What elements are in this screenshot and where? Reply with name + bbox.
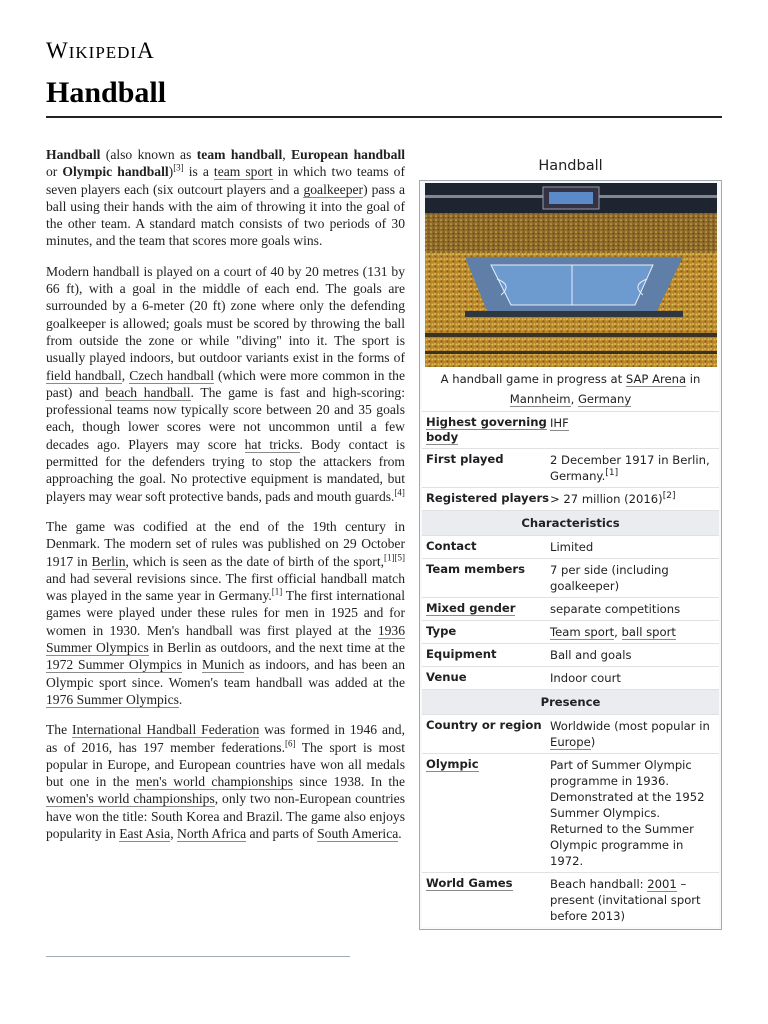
text-run: in xyxy=(181,657,202,673)
wiki-link[interactable]: hat tricks xyxy=(244,436,300,452)
wiki-link[interactable]: goalkeeper xyxy=(303,181,364,197)
wiki-link[interactable]: field handball xyxy=(46,367,122,383)
infobox-value xyxy=(550,491,715,507)
text-run: and had several revisions since. The first official handball match was played in the same year in Germany. xyxy=(46,570,405,604)
infobox-row xyxy=(422,487,719,510)
text-run: The sport is most popular in Europe, and European countries have won all medals but one in the xyxy=(46,739,405,790)
text-run: . The game is fast and high-scoring: professional teams now typically score between 20 and 35 goals each, though lower scores were not uncommon until a few decades ago. Players may score xyxy=(46,384,405,452)
text-run: Modern handball is played on a court of 40 by 20 metres (131 by 66 ft), with a goal in the middle of each end. The goals are surrounded by a 6-meter (20 ft) zone where only the defending goalkeeper is allowed; goals must be scored by throwing the ball from outside the zone or while "diving" into it. The sport is usually played indoors, but outdoor variants exist in the forms of xyxy=(46,263,405,366)
wiki-link[interactable]: 1972 Summer Olympics xyxy=(46,657,182,673)
section-presence: Presence xyxy=(422,689,719,714)
text-run: Part of Summer Olympic programme in 1936. Demonstrated at the 1952 Summer Olympics. Returned to the Summer Olympic programme in 1972. xyxy=(550,758,705,868)
infobox-label xyxy=(426,670,550,686)
arena-photo[interactable] xyxy=(425,183,717,367)
infobox-value xyxy=(550,757,715,869)
infobox-label-text[interactable]: Olympic xyxy=(426,757,479,771)
infobox-label-text: Team members xyxy=(426,562,525,576)
infobox-label-text[interactable]: World Games xyxy=(426,876,513,890)
title-divider xyxy=(46,116,722,118)
text-run: Beach handball: xyxy=(550,877,648,891)
infobox-value xyxy=(550,539,715,555)
text-run: Limited xyxy=(550,540,594,554)
text-run: as indoors, and has been an Olympic sport since. Women's team handball was added at the xyxy=(46,657,405,690)
text-run: – present (invitational sport before 2013) xyxy=(550,877,701,923)
infobox-label[interactable] xyxy=(426,876,550,924)
infobox-row xyxy=(422,643,719,666)
text-run: and parts of xyxy=(246,825,318,841)
text-run: , only two non-European countries have won the title: South Korea and Brazil. The game also enjoys popularity in xyxy=(46,791,406,841)
wiki-link[interactable]: Czech handball xyxy=(129,367,214,383)
infobox-row xyxy=(422,666,719,689)
wiki-link[interactable]: team sport xyxy=(213,164,273,180)
infobox-label[interactable] xyxy=(426,601,550,617)
infobox-value xyxy=(550,718,715,750)
wordmark-w: W xyxy=(46,38,69,63)
infobox-value xyxy=(550,876,715,924)
text-run: , xyxy=(614,625,622,639)
text-run: (which were more common in the past) and xyxy=(46,367,406,400)
paragraph-federation xyxy=(46,721,405,842)
text-run: 7 per side (including goalkeeper) xyxy=(550,563,669,593)
infobox-row xyxy=(422,620,719,643)
infobox-label xyxy=(426,539,550,555)
wiki-link[interactable]: ball sport xyxy=(621,625,676,639)
text-run: was formed in 1946 and, as of 2016, has 197 member federations. xyxy=(46,722,405,755)
wiki-link[interactable]: East Asia xyxy=(119,825,171,841)
paragraph-intro xyxy=(46,146,405,250)
infobox-label xyxy=(426,624,550,640)
wiki-link[interactable]: men's world championships xyxy=(135,774,293,790)
bold-term: Handball xyxy=(46,147,101,162)
infobox-label xyxy=(426,491,550,507)
infobox-label[interactable] xyxy=(426,415,550,445)
infobox-caption xyxy=(422,367,719,411)
text-run: > 27 million (2016) xyxy=(550,492,663,506)
wiki-link[interactable]: Berlin xyxy=(91,553,126,569)
infobox-label xyxy=(426,718,550,750)
footnote-divider xyxy=(46,956,350,957)
wikipedia-wordmark[interactable] xyxy=(46,38,155,64)
infobox-value xyxy=(550,647,715,663)
wiki-link[interactable]: Team sport xyxy=(550,625,615,639)
text-run: Indoor court xyxy=(550,671,621,685)
text-run: since 1938. In the xyxy=(292,774,405,790)
text-run: A handball game in progress at xyxy=(440,372,626,386)
wiki-link[interactable]: Munich xyxy=(202,657,245,673)
infobox-row xyxy=(422,411,719,448)
infobox-label-text: Venue xyxy=(426,670,467,684)
infobox-label-text: Country or region xyxy=(426,718,542,732)
paragraph-rules xyxy=(46,263,405,505)
text-run: , xyxy=(570,392,578,406)
text-run: separate competitions xyxy=(550,602,681,616)
infobox-value xyxy=(550,624,715,640)
text-run: . Body contact is permitted for the defenders trying to stop the attackers from approaching the goal. No protective equipment is mandated, but players may wear soft protective bands, pads and mouth guards. xyxy=(46,436,405,504)
text-run: ) xyxy=(168,164,174,180)
text-run: Ball and goals xyxy=(550,648,632,662)
text-run: in Berlin as outdoors, and the next time at the xyxy=(148,640,405,656)
infobox-rows-presence xyxy=(422,714,719,927)
citation-ref[interactable]: [6] xyxy=(284,737,296,748)
infobox-row xyxy=(422,535,719,558)
paragraph-history xyxy=(46,518,405,708)
text-run: , which is seen as the date of birth of the sport, xyxy=(125,553,385,569)
wiki-link[interactable]: International Handball Federation xyxy=(72,722,260,738)
infobox-row xyxy=(422,448,719,487)
wiki-link[interactable]: women's world championships xyxy=(46,791,215,807)
wordmark-a: A xyxy=(137,38,155,63)
citation-ref[interactable]: [3] xyxy=(173,162,184,173)
page-title: Handball xyxy=(46,76,167,109)
wiki-link[interactable]: Germany xyxy=(577,392,632,406)
citation-ref[interactable]: [1][5] xyxy=(384,552,406,562)
text-run: (also known as xyxy=(100,147,197,162)
section-characteristics: Characteristics xyxy=(422,510,719,535)
bold-term: Olympic handball xyxy=(62,164,169,180)
text-run: in which two teams of seven players each (six outcourt players and a xyxy=(46,164,405,197)
text-run: . xyxy=(398,825,402,841)
infobox-label xyxy=(426,647,550,663)
infobox-row xyxy=(422,714,719,753)
infobox-row xyxy=(422,753,719,872)
text-run: ) xyxy=(590,735,596,749)
text-run: Worldwide (most popular in xyxy=(550,719,710,733)
infobox-rows-characteristics xyxy=(422,535,719,689)
text-run: ) pass a ball using their hands with the aim of throwing it into the goal of the other team. A standard match consists of two periods of 30 minutes, and the team that scores more goals wins. xyxy=(46,181,405,249)
wiki-link[interactable]: Mannheim xyxy=(509,392,571,406)
infobox-value xyxy=(550,452,715,484)
bold-term: European handball xyxy=(291,147,406,162)
bold-term: team handball xyxy=(196,147,283,162)
text-run: in xyxy=(686,372,701,386)
infobox-value xyxy=(550,562,715,594)
citation-ref[interactable]: [1] xyxy=(605,468,619,479)
wiki-link[interactable]: North Africa xyxy=(177,825,247,841)
infobox-label-text[interactable]: Highest governing body xyxy=(426,415,547,444)
infobox-label xyxy=(426,562,550,594)
infobox-row xyxy=(422,558,719,597)
infobox-value xyxy=(550,670,715,686)
infobox-value xyxy=(550,601,715,617)
wiki-link[interactable]: 1936 Summer Olympics xyxy=(46,622,405,656)
text-run: 2 December 1917 in Berlin, Germany. xyxy=(550,453,710,483)
wiki-link[interactable]: SAP Arena xyxy=(625,372,687,386)
text-run: or xyxy=(46,164,63,180)
citation-ref[interactable]: [2] xyxy=(662,491,676,502)
text-run: The first international games were played under these rules for men in 1925 and for women in 1930. Men's handball was first played at the xyxy=(46,588,405,638)
text-run: The game was codified at the end of the 19th century in Denmark. The modern set of rules was published on 29 October 1917 in xyxy=(46,518,405,569)
infobox-label[interactable] xyxy=(426,757,550,869)
citation-ref[interactable]: [4] xyxy=(394,487,405,498)
wiki-link[interactable]: IHF xyxy=(550,416,569,430)
infobox-label-text[interactable]: Mixed gender xyxy=(426,601,516,615)
infobox-rows-general xyxy=(422,411,719,510)
wordmark-rest: IKIPEDI xyxy=(68,43,138,62)
infobox-title: Handball xyxy=(538,158,603,174)
text-run: , xyxy=(170,825,178,841)
infobox xyxy=(419,152,722,930)
text-run: . xyxy=(178,691,183,707)
infobox-row xyxy=(422,597,719,620)
infobox-row xyxy=(422,872,719,927)
wiki-link[interactable]: South America xyxy=(317,825,399,841)
infobox-label-text: Equipment xyxy=(426,647,497,661)
infobox-frame xyxy=(419,180,722,930)
text-run: The xyxy=(46,722,73,738)
infobox-label-text: First played xyxy=(426,452,504,466)
infobox-label xyxy=(426,452,550,484)
text-run: , xyxy=(282,147,292,162)
article-body xyxy=(46,146,405,855)
infobox-label-text: Registered players xyxy=(426,491,550,505)
wiki-link[interactable]: beach handball xyxy=(105,384,191,400)
infobox-label-text: Contact xyxy=(426,539,477,553)
text-run: is a xyxy=(183,164,214,180)
citation-ref[interactable]: [1] xyxy=(271,586,283,597)
wiki-link[interactable]: 2001 xyxy=(647,877,677,891)
text-run: , xyxy=(121,367,130,383)
infobox-value xyxy=(550,415,715,445)
wiki-link[interactable]: Europe xyxy=(550,735,591,749)
wiki-link[interactable]: 1976 Summer Olympics xyxy=(46,691,179,707)
infobox-label-text: Type xyxy=(426,624,457,638)
